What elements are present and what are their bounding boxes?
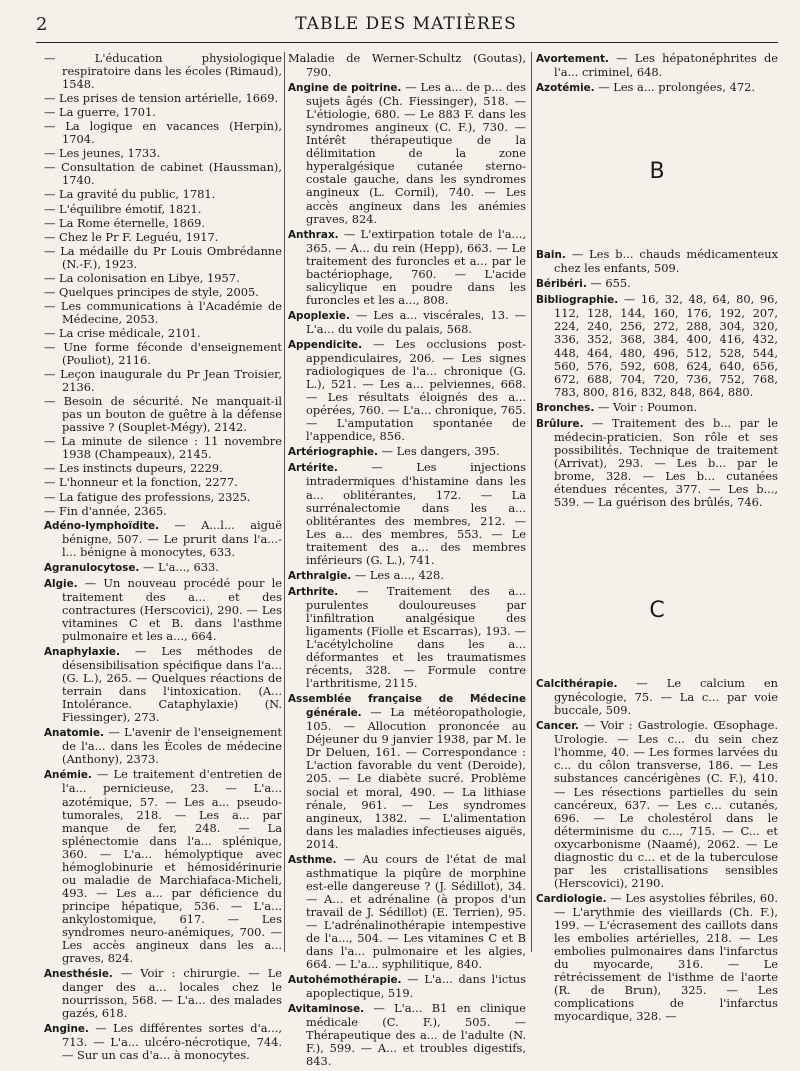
index-term: Brûlure.	[536, 417, 584, 430]
index-term: Azotémie.	[536, 82, 595, 95]
index-references: — Les différentes sortes d'a..., 713. — L'a... ulcéro-nécrotique, 744. — Sur un cas d'a... à monocytes.	[62, 1021, 282, 1063]
index-term: Béribéri.	[536, 278, 587, 291]
index-entry	[536, 81, 778, 95]
index-entry	[536, 52, 778, 79]
index-subentry: — La colonisation en Libye, 1957.	[44, 270, 240, 285]
index-entry	[288, 81, 526, 226]
index-entry	[288, 585, 526, 690]
index-term: Angine de poitrine.	[288, 82, 402, 95]
index-references: — Les b... chauds médicamenteux chez les enfants, 509.	[554, 247, 778, 276]
page-title: TABLE DES MATIÈRES	[295, 14, 517, 34]
column-divider	[284, 52, 285, 952]
index-references: — L'a... B1 en clinique médicale (C. F.), 505. — Thérapeutique des a... de l'adulte (N. F.), 599. — A... et troubles digestifs, 843.	[306, 1001, 526, 1069]
index-subentry: — Besoin de sécurité. Ne manquait-il pas un bouton de guêtre à la défense passive ? (Souplet-Mégy), 2142.	[44, 394, 282, 435]
entry-list	[44, 519, 282, 1063]
index-term: Anatomie.	[44, 727, 104, 740]
index-entry	[536, 401, 778, 415]
index-entry	[288, 309, 526, 336]
index-subentry: — L'éducation physiologique respiratoire dans les écoles (Rimaud), 1548.	[44, 51, 282, 92]
index-entry	[288, 692, 526, 851]
index-references: — L'avenir de l'enseignement de l'a... dans les Écoles de médecine (Anthony), 2373.	[62, 725, 282, 767]
index-term: Assemblée française de Médecine générale.	[288, 693, 526, 720]
index-subentry: — La médaille du Pr Louis Ombrédanne (N.-F.), 1923.	[44, 243, 282, 271]
index-entry	[288, 569, 526, 583]
index-term: Bibliographie.	[536, 294, 619, 307]
index-entry	[288, 228, 526, 307]
index-references: — Les méthodes de désensibilisation spécifique dans l'a... (G. L.), 265. — Quelques réactions de terrain dans l'intoxication. (A... Intolérance. Cataphylaxie) (N. Fiessinger), 273.	[62, 644, 282, 725]
index-term: Avitaminose.	[288, 1003, 365, 1016]
index-subentry: — Fin d'année, 2365.	[44, 503, 167, 518]
index-subentry: — Les communications à l'Académie de Médecine, 2053.	[44, 298, 282, 326]
header-rule	[36, 42, 778, 43]
index-references: — Voir : Gastrologie. Œsophage. Urologie. — Les c... du sein chez l'homme, 40. — Les formes larvées du c... du côlon transverse, 186. — Les substances cancérigènes (C. F.), 410. — Les résections partielles du sein cancéreux, 637. — Les c... cutanés, 696. — Le cholestérol dans le déterminisme du c..., 715. — C... et oxycarbonisme (Naamé), 2062. — Le diagnostic du c... et de la tuberculose par les cristallisations sensibles (Herscovici), 2190.	[554, 718, 778, 890]
index-subentry: — Quelques principes de style, 2005.	[44, 284, 259, 299]
index-entry	[288, 445, 526, 459]
index-term: Arthrite.	[288, 585, 339, 598]
index-subentry: — Chez le Pr F. Leguéu, 1917.	[44, 229, 219, 244]
index-references: Maladie de Werner-Schultz (Goutas), 790.	[288, 51, 526, 80]
index-references: — Les dangers, 395.	[377, 444, 500, 459]
index-term: Anthrax.	[288, 228, 339, 241]
index-term: Asthme.	[288, 853, 337, 866]
index-references: — Les injections intradermiques d'histamine dans les a... oblitérantes, 172. — La surrénalectomie dans les a... oblitérantes des membres, 212. — Les a... des membres, 553. — Le traitement des a... des membres inférieurs (G. L.), 741.	[306, 460, 526, 567]
index-term: Calcithérapie.	[536, 678, 618, 691]
index-references: — L'a..., 633.	[139, 559, 219, 574]
index-term: Arthralgie.	[288, 569, 352, 582]
entry-list	[536, 52, 778, 95]
index-entry	[44, 519, 282, 559]
index-references: — Les hépatonéphrites de l'a... criminel, 648.	[554, 51, 778, 80]
index-column-2	[288, 52, 526, 1071]
index-references: — A...l... aiguë bénigne, 507. — Le prurit dans l'a...-l... bénigne à monocytes, 633.	[62, 517, 282, 559]
index-entry	[536, 892, 778, 1023]
index-term: Cardiologie.	[536, 892, 607, 905]
index-subentry: — Les instincts dupeurs, 2229.	[44, 461, 223, 476]
index-entry	[288, 338, 526, 443]
index-entry	[536, 417, 778, 509]
index-subentry: — L'équilibre émotif, 1821.	[44, 201, 202, 216]
index-entry	[536, 248, 778, 275]
index-references: — Le traitement d'entretien de l'a... pernicieuse, 23. — L'a... azotémique, 57. — Les a... pseudo-tumorales, 218. — Les a... par manque de fer, 248. — La splénectomie dans l'a... splénique, 360. — L'a... hémolyptique avec hémoglobinurie et hémosidérinurie ou maladie de Marchiafaca-Micheli, 493. — Les a... par déficience du principe hépatique, 536. — L'a... ankylostomique, 617. — Les syndromes neuro-anémiques, 700. — Les accès angineux dans les a... graves, 824.	[62, 767, 282, 966]
index-term: Angine.	[44, 1023, 89, 1036]
index-subentry: — Les jeunes, 1733.	[44, 146, 161, 161]
index-subentry: — L'honneur et la fonction, 2277.	[44, 475, 238, 490]
index-term: Anesthésie.	[44, 968, 113, 981]
index-references: — La météoropathologie, 105. — Allocution prononcée au Déjeuner du 9 janvier 1938, par M. le Dr Deluen, 161. — Correspondance : L'action favorable du vent (Deroide), 205. — Le diabète sucré. Problème social et moral, 490. — La lithiase rénale, 961. — Les syndromes angineux, 1382. — L'alimentation dans les maladies infectieuses aiguës, 2014.	[306, 705, 526, 851]
index-references: — Voir : chirurgie. — Le danger des a... locales chez le nourrisson, 568. — L'a... des malades gazés, 618.	[62, 966, 282, 1021]
index-references: — L'a... dans l'ictus apoplectique, 519.	[306, 972, 526, 1001]
index-subentry: — La Rome éternelle, 1869.	[44, 215, 206, 230]
column-divider	[531, 52, 532, 952]
index-subentry: — La gravité du public, 1781.	[44, 187, 216, 202]
index-subentry: — La minute de silence : 11 novembre 1938 (Champeaux), 2145.	[44, 434, 282, 462]
subentry-list	[44, 52, 282, 518]
index-references: — Les occlusions post-appendiculaires, 206. — Les signes radiologiques de l'a... chronique (G. L.), 521. — Les a... pelviennes, 668. — Les résultats éloignés des a... opérées, 760. — L'a... chronique, 765. — L'amputation spontanée de l'appendice, 856.	[306, 336, 526, 444]
index-term: Avortement.	[536, 53, 609, 65]
index-term: Adéno-lymphoïdite.	[44, 519, 160, 532]
index-references: — L'extirpation totale de l'a..., 365. — A... du rein (Hepp), 663. — Le traitement des furoncles et a... par le bactériophage, 760. — L'acide salicylique en poudre dans les furoncles et les a..., 808.	[306, 226, 526, 307]
index-term: Anaphylaxie.	[44, 646, 120, 659]
index-subentry: — La guerre, 1701.	[44, 105, 156, 120]
index-entry	[44, 726, 282, 766]
entry-list	[536, 677, 778, 1023]
index-term: Appendicite.	[288, 338, 363, 351]
page-number: 2	[36, 14, 48, 35]
index-entry	[44, 967, 282, 1020]
index-references: — 655.	[586, 276, 631, 291]
index-subentry: — Les prises de tension artérielle, 1669.	[44, 91, 279, 106]
index-references: — Les a... de p... des sujets âgés (Ch. Fiessinger), 518. — L'étiologie, 680. — Le 883 F. dans les syndromes angineux (C. F.), 730. — Intérêt thérapeutique de la délimitation de la zone hyperalgésique cutanée sterno-costale gauche, dans les syndromes angineux (L. Cornil), 740. — Les accès angineux dans les anémies graves, 824.	[306, 80, 526, 226]
index-subentry: — La logique en vacances (Herpin), 1704.	[44, 119, 282, 147]
index-references: — Traitement des b... par le médecin-praticien. Son rôle et ses possibilités. Technique de traitement (Arrivat), 293. — Les b... par le brome, 328. — Les b... cutanées étendues récentes, 377. — Les b..., 539. — La guérison des brûlés, 746.	[554, 415, 778, 510]
index-entry	[44, 645, 282, 724]
index-term: Cancer.	[536, 720, 579, 733]
index-term: Apoplexie.	[288, 309, 350, 322]
entry-list	[288, 52, 526, 1069]
index-references: — Les asystolies fébriles, 60. — L'arythmie des vieillards (Ch. F.), 199. — L'écrasement des caillots dans les embolies artérielles, 218. — Les embolies pulmonaires dans l'infarctus du myocarde, 316. — Le rétrécissement de l'isthme de l'aorte (R. de Brun), 325. — Les complications de l'infarctus myocardique, 328. —	[554, 890, 778, 1024]
index-column-3	[536, 52, 778, 1025]
index-references: — Au cours de l'état de mal asthmatique la piqûre de morphine est-elle dangereuse ? (J. Sédillot), 34. — A... et adrénaline (à propos d'un travail de J. Sédillot) (E. Terrien), 95. — L'adrénalinothérapie intempestive de l'a..., 504. — Les vitamines C et B dans l'a... pulmonaire et les algies, 664. — L'a... syphilitique, 840.	[306, 851, 526, 972]
section-letter-c: C	[649, 598, 665, 624]
index-subentry: — La crise médicale, 2101.	[44, 325, 201, 340]
index-term: Algie.	[44, 577, 78, 590]
index-subentry: — Consultation de cabinet (Haussman), 1740.	[44, 160, 282, 188]
index-references: — Les a... viscérales, 13. — L'a... du voile du palais, 568.	[306, 307, 526, 336]
index-term: Bronches.	[536, 401, 595, 414]
index-term: Agranulocytose.	[44, 561, 140, 574]
index-subentry: — La fatigue des professions, 2325.	[44, 489, 251, 504]
index-term: Autohémothérapie.	[288, 974, 402, 987]
index-term: Artérite.	[288, 462, 338, 475]
index-column-1	[44, 52, 282, 1064]
section-letter-b: B	[649, 159, 665, 185]
index-entry	[536, 277, 778, 291]
index-entry	[288, 973, 526, 1000]
index-entry	[536, 719, 778, 890]
entry-list	[536, 248, 778, 509]
index-references: — Les a... prolongées, 472.	[594, 80, 755, 95]
index-entry	[288, 461, 526, 566]
index-entry	[44, 768, 282, 965]
index-references: — Traitement des a... purulentes douloureuses par l'infiltration analgésique des ligaments (Fiolle et Escarras), 193. — L'acétylcholine dans les a... déformantes et les traumatismes récents, 328. — Formule contre l'arthritisme, 2115.	[306, 583, 526, 691]
index-references: — Le calcium en gynécologie, 75. — La c... par voie buccale, 509.	[554, 676, 778, 718]
index-term: Anémie.	[44, 769, 92, 782]
index-entry	[288, 853, 526, 971]
index-references: — Un nouveau procédé pour le traitement des a... et des contractures (Herscovici), 290. — Les vitamines C et B. dans l'asthme pulmonaire et les a..., 664.	[62, 575, 282, 643]
index-term: Bain.	[536, 249, 566, 262]
index-entry	[44, 577, 282, 643]
index-subentry: — Leçon inaugurale du Pr Jean Troisier, 2136.	[44, 367, 282, 395]
index-references: — Les a..., 428.	[351, 567, 444, 582]
index-entry	[288, 52, 526, 79]
index-references: — Voir : Poumon.	[594, 399, 698, 414]
index-entry	[536, 293, 778, 398]
index-entry	[536, 677, 778, 717]
index-entry	[288, 1002, 526, 1068]
index-subentry: — Une forme féconde d'enseignement (Pouliot), 2116.	[44, 339, 282, 368]
index-entry	[44, 1022, 282, 1062]
page-header	[36, 14, 776, 44]
index-entry	[44, 561, 282, 575]
index-references: — 16, 32, 48, 64, 80, 96, 112, 128, 144, 160, 176, 192, 207, 224, 240, 256, 272, 288, 304, 320, 336, 352, 368, 384, 400, 416, 432, 448, 464, 480, 496, 512, 528, 544, 560, 576, 592, 608, 624, 640, 656, 672, 688, 704, 720, 736, 752, 768, 783, 800, 816, 832, 848, 864, 880.	[554, 292, 778, 399]
index-term: Artériographie.	[288, 446, 378, 459]
